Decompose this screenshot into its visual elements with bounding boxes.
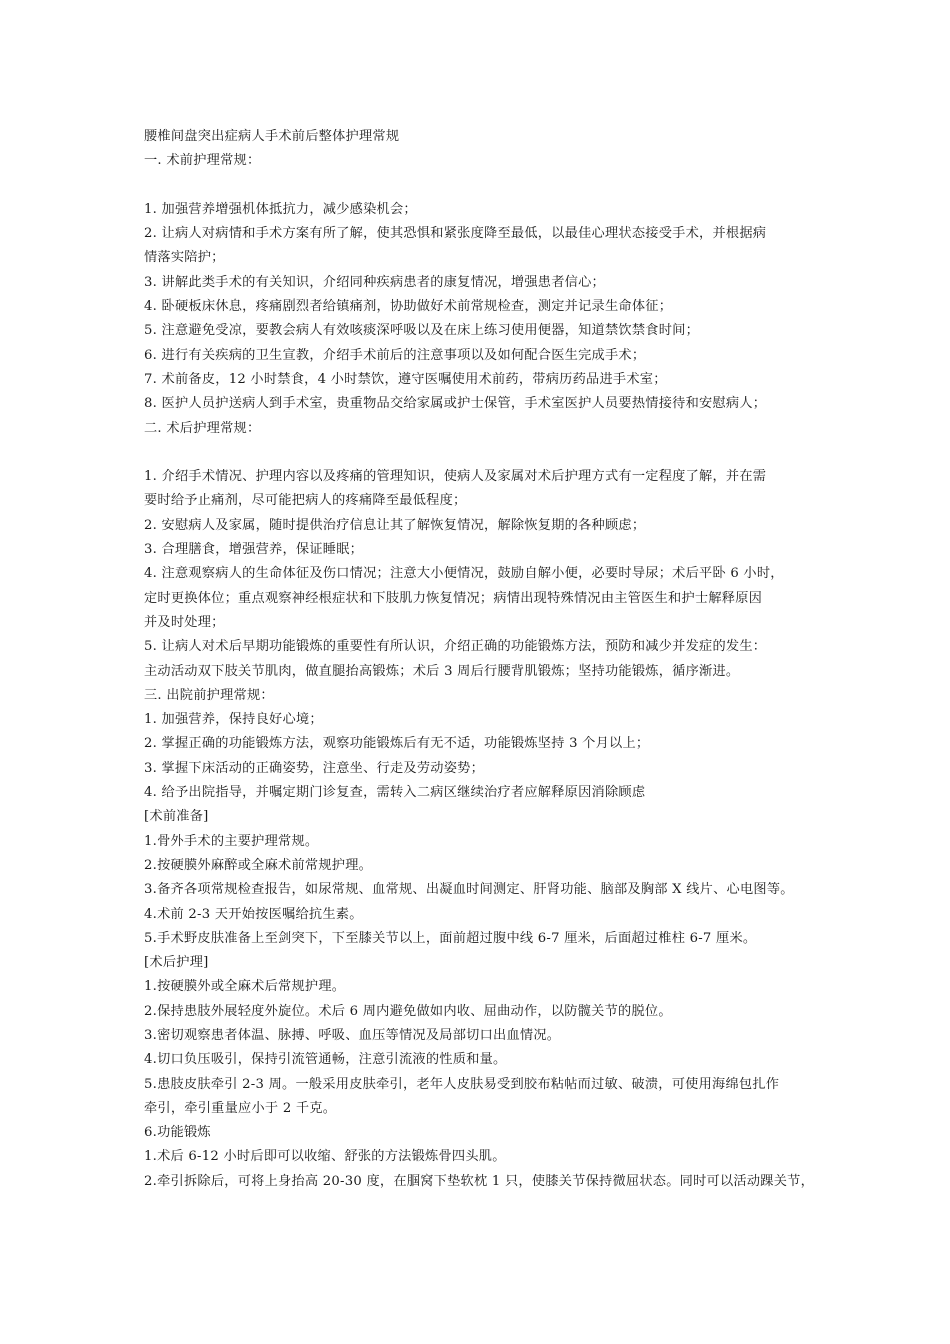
- list-item: 1. 介绍手术情况、护理内容以及疼痛的管理知识，使病人及家属对术后护理方式有一定程度了解，并在需: [144, 469, 767, 485]
- list-item: 要时给予止痛剂，尽可能把病人的疼痛降至最低程度；: [144, 493, 467, 509]
- list-item: 3. 讲解此类手术的有关知识，介绍同种疾病患者的康复情况，增强患者信心；: [144, 274, 605, 290]
- list-item: 6. 进行有关疾病的卫生宣教，介绍手术前后的注意事项以及如何配合医生完成手术；: [144, 347, 646, 363]
- list-item: 5. 注意避免受凉，要教会病人有效咳痰深呼吸以及在床上练习使用便器，知道禁饮禁食时间；: [144, 323, 700, 339]
- list-item: 5. 让病人对术后早期功能锻炼的重要性有所认识，介绍正确的功能锻炼方法，预防和减少并发症的发生：: [144, 639, 767, 655]
- list-item: 2. 安慰病人及家属，随时提供治疗信息让其了解恢复情况，解除恢复期的各种顾虑；: [144, 517, 646, 533]
- list-item: 1. 加强营养增强机体抵抗力，减少感染机会；: [144, 201, 417, 217]
- list-item: 2.按硬膜外麻醉或全麻术前常规护理。: [144, 857, 373, 873]
- list-item: 5.手术野皮肤准备上至剑突下，下至膝关节以上，面前超过腹中线 6-7 厘米，后面超过椎柱 6-7 厘米。: [144, 930, 757, 946]
- list-item: 7. 术前备皮，12 小时禁食，4 小时禁饮，遵守医嘱使用术前药，带病历药品进手术室；: [144, 371, 667, 387]
- section-heading: 二. 术后护理常规：: [144, 420, 261, 436]
- list-item: 3. 掌握下床活动的正确姿势，注意坐、行走及劳动姿势；: [144, 760, 485, 776]
- list-item: 3.密切观察患者体温、脉搏、呼吸、血压等情况及局部切口出血情况。: [144, 1027, 561, 1043]
- list-item: 8. 医护人员护送病人到手术室，贵重物品交给家属或护士保管，手术室医护人员要热情接待和安慰病人；: [144, 396, 767, 412]
- document-page: [144, 125, 814, 1194]
- section-heading: 三. 出院前护理常规：: [144, 687, 274, 703]
- section-heading: 一. 术前护理常规：: [144, 153, 261, 169]
- list-item: 2.牵引拆除后，可将上身抬高 20-30 度，在腘窝下垫软枕 1 只，使膝关节保持微屈状态。同时可以活动踝关节，: [144, 1173, 814, 1189]
- list-item: 4.术前 2-3 天开始按医嘱给抗生素。: [144, 906, 363, 922]
- list-item: 2. 掌握正确的功能锻炼方法，观察功能锻炼后有无不适，功能锻炼坚持 3 个月以上；: [144, 736, 650, 752]
- section-heading: 6.功能锻炼: [144, 1125, 211, 1141]
- document-title: 腰椎间盘突出症病人手术前后整体护理常规: [144, 129, 400, 144]
- list-item: 4. 给予出院指导，并嘱定期门诊复查，需转入二病区继续治疗者应解释原因消除顾虑: [144, 785, 646, 801]
- list-item: 主动活动双下肢关节肌肉，做直腿抬高锻炼；术后 3 周后行腰背肌锻炼；坚持功能锻炼，循序渐进。: [144, 663, 740, 679]
- list-item: 并及时处理；: [144, 614, 225, 630]
- document-body: [144, 149, 814, 1194]
- list-item: 2. 让病人对病情和手术方案有所了解，使其恐惧和紧张度降至最低，以最佳心理状态接受手术，并根据病: [144, 226, 767, 242]
- list-item: 1. 加强营养，保持良好心境；: [144, 712, 323, 728]
- list-item: 4. 卧硬板床休息，疼痛剧烈者给镇痛剂，协助做好术前常规检查，测定并记录生命体征；: [144, 299, 673, 315]
- list-item: 5.患肢皮肤牵引 2-3 周。一般采用皮肤牵引，老年人皮肤易受到胶布粘帖而过敏、破溃，可使用海绵包扎作: [144, 1076, 780, 1092]
- blank-line: [144, 174, 814, 198]
- list-item: 3. 合理膳食，增强营养，保证睡眠；: [144, 542, 364, 558]
- section-heading: [术后护理]: [144, 955, 209, 971]
- list-item: 情落实陪护；: [144, 250, 225, 266]
- blank-line: [144, 441, 814, 465]
- list-item: 2.保持患肢外展轻度外旋位。术后 6 周内避免做如内收、屈曲动作，以防髋关节的脱位。: [144, 1003, 672, 1019]
- list-item: 3.备齐各项常规检查报告，如尿常规、血常规、出凝血时间测定、肝肾功能、脑部及胸部 X 线片、心电图等。: [144, 882, 794, 898]
- list-item: 1.骨外手术的主要护理常规。: [144, 833, 319, 849]
- list-item: 4. 注意观察病人的生命体征及伤口情况；注意大小便情况，鼓励自解小便，必要时导尿；术后平卧 6 小时，: [144, 566, 784, 582]
- list-item: 1.按硬膜外或全麻术后常规护理。: [144, 979, 346, 995]
- list-item: 1.术后 6-12 小时后即可以收缩、舒张的方法锻炼骨四头肌。: [144, 1149, 506, 1165]
- list-item: 牵引，牵引重量应小于 2 千克。: [144, 1100, 337, 1116]
- list-item: 4.切口负压吸引，保持引流管通畅，注意引流液的性质和量。: [144, 1052, 507, 1068]
- section-heading: [术前准备]: [144, 809, 209, 825]
- list-item: 定时更换体位；重点观察神经根症状和下肢肌力恢复情况；病情出现特殊情况由主管医生和护士解释原因: [144, 590, 763, 606]
